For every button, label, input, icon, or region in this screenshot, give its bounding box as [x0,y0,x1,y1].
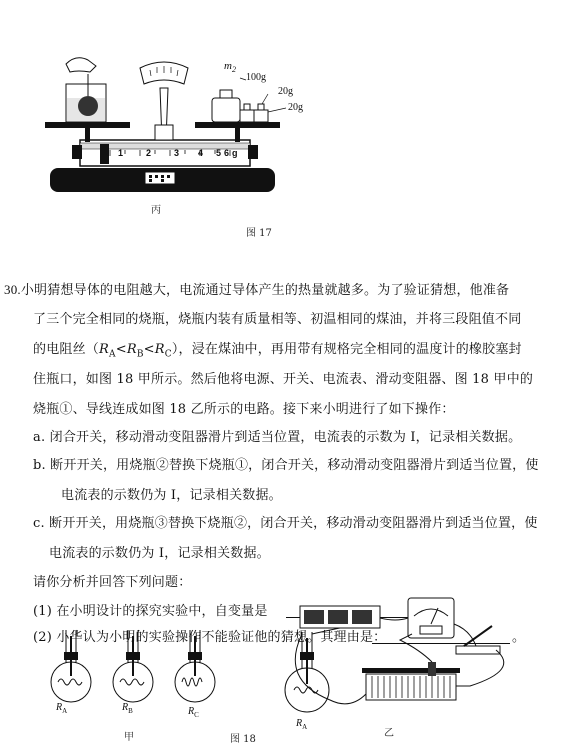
flask-a-r: R [56,702,63,713]
weight-20g-a-label: 20g [278,86,293,97]
balance-drawing [0,0,576,240]
scale-number: 1 [118,148,124,158]
figure-17-sublabel: 丙 [151,205,161,216]
flask-a-label [56,702,67,715]
rheostat [362,662,460,700]
ammeter [408,598,454,638]
step-b-line-1: b. 断开开关，用烧瓶②替换下烧瓶①，闭合开关，移动滑动变阻器滑片到适当位置，使 [33,458,539,473]
figure-17-caption: 图 17 [246,228,272,239]
flask-c [175,630,215,702]
figure-17 [0,0,576,240]
scale-number: 2 [146,148,152,158]
resistor-symbol: R [154,342,165,357]
figure-18 [0,590,576,749]
circuit-flask-label [296,718,307,731]
scale-number: 3 [174,148,180,158]
step-a: a. 闭合开关，移动滑动变阻器滑片到适当位置，电流表的示数为 I，记录相关数据。 [33,430,522,445]
question-text-line-4: 住瓶口，如图 18 甲所示。然后他将电源、开关、电流表、滑动变阻器、图 18 甲中的 [33,372,534,387]
prompt: 请你分析并回答下列问题： [33,575,192,590]
battery-box [300,606,380,628]
flask-b-label [122,702,133,715]
resistor-sub-a: A [109,349,116,360]
subquestion-1: (1) 在小明设计的探究实验中，自变量是 [33,604,268,619]
resistor-symbol: R [126,342,137,357]
stone [78,96,98,116]
less-than: < [143,342,155,357]
weight-20g-b [254,110,268,122]
circuit-flask-sub: A [302,723,308,731]
weight-100g [212,98,240,122]
resistor-symbol: R [99,342,110,357]
less-than: < [115,342,127,357]
scale-number: 6 [224,148,230,158]
step-b-line-2: 电流表的示数仍为 I，记录相关数据。 [61,488,282,503]
subquestion-2-end: 。 [512,630,526,645]
mass-letter: m [224,60,232,72]
flask-a [51,630,91,702]
hand [66,58,96,72]
figure-18-sublabel-jia: 甲 [124,732,134,743]
step-c-line-1: c. 断开开关，用烧瓶③替换下烧瓶②，闭合开关，移动滑动变阻器滑片到适当位置，使 [33,516,538,531]
text-segment: 的电阻丝（ [33,342,100,357]
left-pan [45,122,130,128]
question-text-line-1: 小明猜想导体的电阻越大，电流通过导体产生的热量就越多。为了验证猜想，他准备 [20,283,510,298]
text-segment: ），浸在煤油中，再用带有规格完全相同的温度计的橡胶塞封 [171,342,522,357]
resistor-sub-b: B [136,349,144,360]
resistor-sub-c: C [164,349,172,360]
question-text-line-5: 烧瓶①、导线连成如图 18 乙所示的电路。接下来小明进行了如下操作： [33,402,455,417]
rider [100,144,109,164]
scale-number: 4 [198,148,204,158]
question-30-line-1 [4,282,509,299]
figure-18-drawing [0,590,576,749]
question-30-line-3 [33,342,522,363]
scale-number: 5 [216,148,222,158]
flask-b-r: R [122,702,129,713]
right-pan [195,122,280,128]
flask-c-r: R [188,706,195,717]
flask-c-sub: C [194,711,199,719]
weight-100g-label: 100g [246,72,266,83]
circuit-flask [285,632,329,712]
mass-label [224,60,236,74]
question-number: 30. [4,282,21,297]
flask-b [113,630,153,702]
mass-subscript: 2 [231,65,236,75]
circuit-flask-r: R [296,718,303,729]
figure-18-sublabel-yi: 乙 [384,728,394,739]
flask-c-label [188,706,199,719]
switch [456,626,500,654]
flask-b-sub: B [128,707,133,715]
flask-a-sub: A [62,707,68,715]
step-c-line-2: 电流表的示数仍为 I，记录相关数据。 [49,546,270,561]
question-text-line-2: 了三个完全相同的烧瓶，烧瓶内装有质量相等、初温相同的煤油，并将三段阻值不同 [33,312,522,327]
subquestion-2: (2) 小华认为小明的实验操作不能验证他的猜想。其理由是： [33,630,387,645]
weight-20g-a [240,110,254,122]
weight-20g-b-label: 20g [288,102,303,113]
figure-18-caption: 图 18 [230,734,256,745]
scale-number: g [232,148,238,158]
